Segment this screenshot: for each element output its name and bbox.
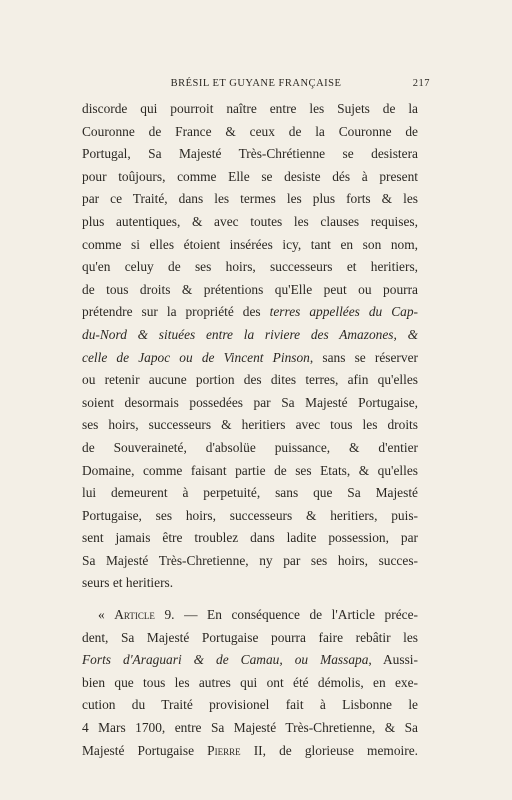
italic-run: du-Nord & situées entre la riviere des Amazones, &: [82, 326, 418, 342]
text-line: pour toûjours, comme Elle se desiste dés à present: [82, 168, 418, 184]
text-line: Couronne de France & ceux de la Couronne de: [82, 123, 418, 139]
text-line: [82, 324, 418, 347]
text-line: soient desormais possedées par Sa Majesté Portugaise,: [82, 394, 418, 410]
text-run: Majesté Portugaise: [82, 742, 208, 758]
text-run: prétendre sur la propriété des: [82, 304, 270, 320]
text-line: cution du Traité provisionel fait à Lisbonne le: [82, 697, 418, 713]
text-line: 4 Mars 1700, entre Sa Majesté Très-Chretienne, & Sa: [82, 720, 418, 736]
text-line: par ce Traité, dans les termes les plus forts & les: [82, 191, 418, 207]
text-line: comme si elles étoient insérées icy, tant en son nom,: [82, 236, 418, 252]
article-label: Article 9.: [114, 607, 175, 623]
text-line: plus autentiques, & avec toutes les clauses requises,: [82, 213, 418, 229]
text-line: bien que tous les autres qui ont été démolis, en exe-: [82, 674, 418, 690]
text-line: Domaine, comme faisant partie de ses Etats, & qu'elles: [82, 462, 418, 478]
text-run: — En conséquence de l'Article préce-: [174, 607, 418, 623]
text-line: Portugaise, ses hoirs, successeurs & heritiers, puis-: [82, 507, 418, 523]
text-run: II, de glorieuse memoire.: [240, 742, 418, 758]
page-number: 217: [412, 78, 430, 89]
paragraph-1: [82, 98, 418, 595]
text-line: [82, 347, 418, 370]
text-run: , Aussi-: [368, 652, 418, 668]
text-line: de Souveraineté, d'absolüe puissance, & d'entier: [82, 439, 418, 455]
text-line: qu'en celuy de ses hoirs, successeurs et heritiers,: [82, 259, 418, 275]
text-line: seurs et heritiers.: [82, 575, 174, 591]
text-line: sent jamais être troublez dans ladite possession, par: [82, 530, 418, 546]
name-run: Pierre: [207, 742, 241, 758]
text-line: discorde qui pourroit naître entre les Sujets de la: [82, 101, 418, 116]
running-title: BRÉSIL ET GUYANE FRANÇAISE: [170, 78, 342, 89]
body-text: [82, 98, 418, 762]
paragraph-2: [82, 604, 418, 762]
text-line: ou retenir aucune portion des dites terres, afin qu'elles: [82, 372, 418, 388]
text-line: Sa Majesté Très-Chretienne, ny par ses hoirs, succes-: [82, 552, 418, 568]
text-line: ses hoirs, successeurs & heritiers avec tous les droits: [82, 417, 418, 433]
text-line: [82, 301, 418, 324]
text-line: [82, 604, 418, 627]
text-line: dent, Sa Majesté Portugaise pourra faire rebâtir les: [82, 629, 418, 645]
italic-run: celle de Japoc ou de Vincent Pinson: [82, 349, 310, 365]
text-run: , sans se réserver: [309, 349, 418, 365]
text-line: de tous droits & prétentions qu'Elle peut ou pourra: [82, 281, 418, 297]
quote-mark: «: [98, 607, 115, 623]
text-line: [82, 740, 418, 763]
text-line: Portugal, Sa Majesté Très-Chrétienne se desistera: [82, 146, 418, 162]
italic-run: terres appellées du Cap-: [269, 304, 418, 320]
text-line: [82, 649, 418, 672]
italic-run: Forts d'Araguari & de Camau, ou Massapa: [82, 652, 369, 668]
text-line: lui demeurent à perpetuité, sans que Sa Majesté: [82, 485, 418, 501]
